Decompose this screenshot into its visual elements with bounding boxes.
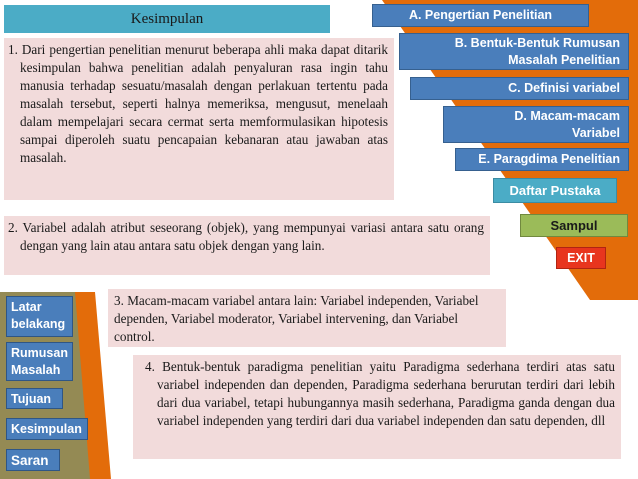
side-label-latar-1: Latar	[11, 300, 42, 314]
side-label-latar-2: belakang	[11, 316, 66, 331]
point-3-text: 3. Macam-macam variabel antara lain: Variabel independen, Variabel dependen, Variabel moderator, Variabel intervening, dan Variabel control.	[114, 293, 479, 344]
nav-label-paradigma: E. Paragdima Penelitian	[478, 152, 620, 166]
point-1-box	[4, 38, 394, 200]
point-3-box	[108, 289, 506, 347]
nav-label-macam-2: Variabel	[572, 126, 620, 140]
side-item-rumusan-masalah[interactable]	[6, 342, 73, 381]
side-label-rumusan-2: Masalah	[11, 362, 61, 377]
exit-label: EXIT	[567, 251, 595, 265]
point-4-text: 4. Bentuk-bentuk paradigma penelitian yaitu Paradigma sederhana terdiri atas satu variabel independen dan dependen, Paradigma sederhana berurutan terdiri dari lebih dari dua variabel, tetapi hubungannya masih sederhana, Paradigma ganda dengan dua variabel independen yang terdiri dari dua variabel independen dan satu dependen, dll	[145, 359, 615, 428]
side-label-rumusan-1: Rumusan	[11, 346, 68, 360]
nav-label-pengertian: A. Pengertian Penelitian	[408, 8, 553, 22]
side-label-saran: Saran	[11, 453, 49, 468]
page-title	[4, 5, 330, 33]
nav-button-pengertian[interactable]	[372, 4, 589, 27]
side-label-tujuan: Tujuan	[11, 392, 52, 406]
nav-label-rumusan-2: Masalah Penelitian	[508, 53, 620, 67]
side-label-kesimpulan: Kesimpulan	[11, 422, 82, 436]
nav-label-daftar-pustaka: Daftar Pustaka	[509, 183, 601, 198]
side-item-kesimpulan[interactable]	[6, 418, 88, 440]
nav-button-definisi[interactable]	[410, 77, 629, 100]
point-4-box	[133, 355, 621, 459]
side-item-latar-belakang[interactable]	[6, 296, 73, 337]
point-2-box	[4, 216, 490, 275]
nav-label-macam-1: D. Macam-macam	[514, 109, 620, 123]
side-item-tujuan[interactable]	[6, 388, 63, 409]
nav-label-rumusan-1: B. Bentuk-Bentuk Rumusan	[454, 36, 620, 50]
point-2-text: 2. Variabel adalah atribut seseorang (objek), yang mempunyai variasi antara satu orang dengan yang lain atau antara satu objek dengan yang lain.	[8, 220, 484, 253]
exit-button[interactable]	[556, 247, 606, 269]
nav-button-daftar-pustaka[interactable]	[493, 178, 617, 203]
point-1-text: 1. Dari pengertian penelitian menurut beberapa ahli maka dapat ditarik kesimpulan bahwa penelitian adalah penyaluran rasa ingin tahu manusia terhadap sesuatu/masalah dengan perlakuan tertentu pada masalah tersebut, seperti halnya memeriksa, mengusut, menelaah dalam mempelajari secara cermat serta memformulasikan hipotesis sampai diperoleh suatu pencapaian kebanaran atau jawaban atas masalah.	[8, 42, 388, 165]
nav-label-sampul: Sampul	[550, 218, 598, 233]
nav-button-rumusan[interactable]	[399, 33, 629, 70]
nav-button-sampul[interactable]	[520, 214, 628, 237]
nav-label-definisi: C. Definisi variabel	[508, 81, 620, 95]
page-title-text: Kesimpulan	[130, 11, 204, 27]
nav-button-paradigma[interactable]	[455, 148, 629, 171]
nav-button-macam[interactable]	[443, 106, 629, 143]
side-item-saran[interactable]	[6, 449, 60, 471]
